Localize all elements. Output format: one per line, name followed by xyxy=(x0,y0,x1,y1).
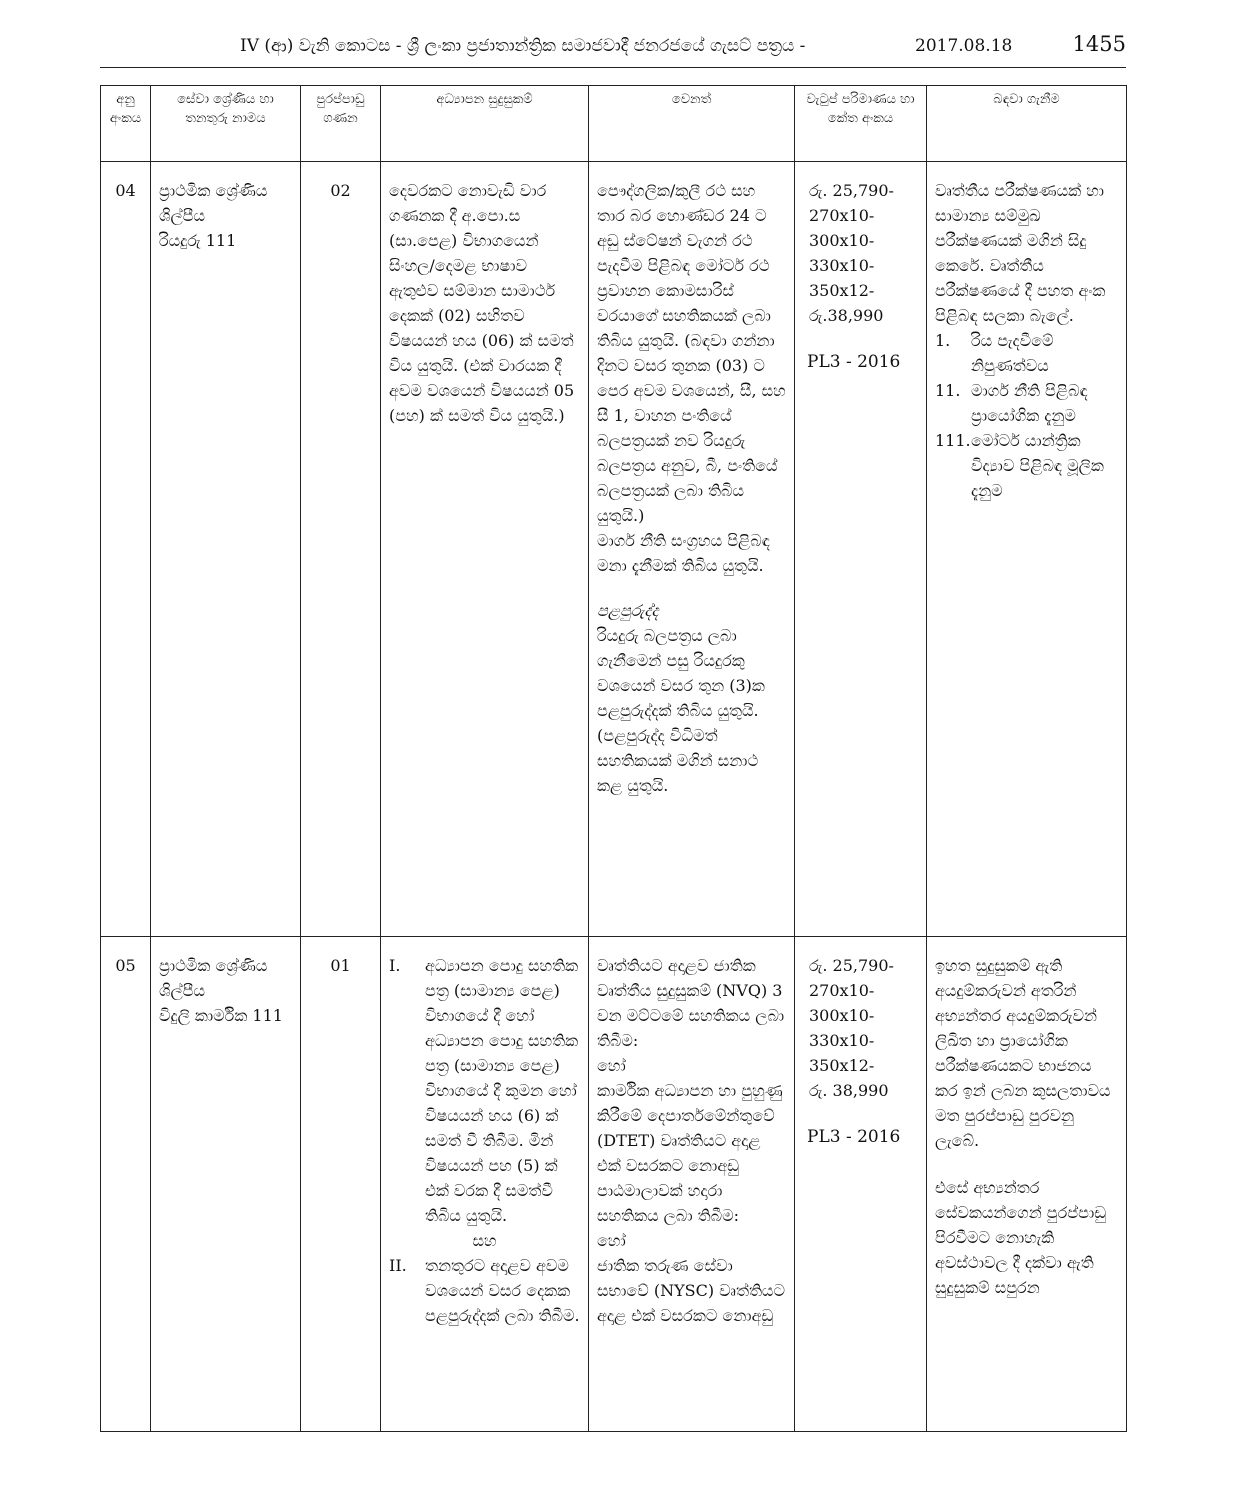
salary-line: රු. 25,790- xyxy=(809,181,894,200)
salary-line: 330x10- xyxy=(809,256,875,275)
gazette-header xyxy=(100,28,1126,68)
education-cell xyxy=(381,162,589,937)
item-marker: 1. xyxy=(935,331,951,350)
post-cell xyxy=(151,937,301,1432)
salary-line: 270x10- xyxy=(809,206,875,225)
salary-line: 350x12- xyxy=(809,281,875,300)
post-line: ශිල්පීය xyxy=(159,981,205,1000)
col-header-other: වෙනත් xyxy=(589,86,795,162)
post-line: ප්‍රාථමික ශ්‍රේණිය xyxy=(159,956,268,975)
table-row xyxy=(101,162,1127,937)
or-text: හෝ xyxy=(597,1231,626,1250)
salary-line: 350x12- xyxy=(809,1056,875,1075)
header-rule xyxy=(100,67,1126,68)
recruitment-text: වෘත්තීය පරීක්ෂණයක් හා සාමාන්‍ය සම්මුඛ පරීක්ෂණයක් මගින් සිදු කෙරේ. වෘත්තීය පරීක්ෂණයේ දී පහත අංක පිළිබඳ සලකා බැලේ. xyxy=(935,181,1106,325)
recruitment-text: ඉහත සුදුසුකම් ඇති අයදුම්කරුවන් අතරින් අභ්‍යන්තර අයදුම්කරුවන් ලිඛිත හා ප්‍රායෝගික පරීක්ෂණයකට භාජනය කර ඉන් ලබන කුසලතාවය මත පුරප්පාඩු පුරවනු ලැබේ. xyxy=(935,956,1111,1150)
salary-line: 300x10- xyxy=(809,231,875,250)
col-header-number: අනු අංකය xyxy=(101,86,151,162)
salary-line: රු.38,990 xyxy=(809,306,884,325)
item-text: රිය පැදවීමේ නිපුණත්වය xyxy=(971,331,1054,375)
post-line: ශිල්පීය xyxy=(159,206,205,225)
education-text: දෙවරකට නොවැඩි වාර ගණනක දී අ.පො.ස (සා.පෙළ) විභාගයෙන් සිංහල/දෙමළ භාෂාව ඇතුළුව සම්මාන සාමාර්ථ දෙකක් (02) සහිතව විෂයයන් හය (06) ක් සමත් විය යුතුයි. (එක් වාරයක දී අවම වශයෙන් විෂයයන් 05 (පහ) ක් සමත් විය යුතුයි.) xyxy=(389,181,575,425)
row-number: 05 xyxy=(101,937,151,1432)
vacancy-table xyxy=(100,85,1127,1432)
table-row xyxy=(101,937,1127,1432)
education-cell xyxy=(381,937,589,1432)
recruitment-cell xyxy=(927,162,1127,937)
gazette-date: 2017.08.18 xyxy=(915,36,1013,56)
salary-line: 270x10- xyxy=(809,981,875,1000)
item-text: මාර්ග නීති පිළිබඳ ප්‍රායෝගික දැනුම xyxy=(971,381,1088,425)
post-line: ප්‍රාථමික ශ්‍රේණිය xyxy=(159,181,268,200)
item-text: අධ්‍යාපන පොදු සහතික පත්‍ර (සාමාන්‍ය පෙළ) විභාගයේ දී හෝ අධ්‍යාපන පොදු සහතික පත්‍ර (සාමාන්‍ය පෙළ) විභාගයේ දී කුමන හෝ විෂයයන් හය (6) ක් සමත් වී තිබීම. මින් විෂයයන් පහ (5) ක් එක් වරක දී සමත්වී තිබිය යුතුයි. xyxy=(425,956,579,1225)
salary-cell xyxy=(795,162,927,937)
col-header-education: අධ්‍යාපන සුදුසුකම් xyxy=(381,86,589,162)
experience-text: රියදුරු බලපත්‍රය ලබා ගැනීමෙන් පසු රියදුරකු වශයෙන් වසර තුන (3)ක පළපුරුද්දක් තිබිය යුතුයි. (පළපුරුද්ද විධිමත් සහතිකයක් මගින් සනාථ කළ යුතුයි. xyxy=(597,626,765,795)
recruitment-text-2: එසේ අභ්‍යන්තර සේවකයන්ගෙන් පුරප්පාඩු පිරවීමට නොහැකි අවස්ථාවල දී දක්වා ඇති සුදුසුකම් සපුරන xyxy=(935,1178,1107,1297)
education-item xyxy=(389,953,580,1228)
salary-line: රු. 38,990 xyxy=(809,1081,889,1100)
item-text: මෝටර් යාන්ත්‍රික විද්‍යාව පිළිබඳ මූලික දැනුම xyxy=(971,431,1104,500)
salary-code: PL3 - 2016 xyxy=(807,1127,901,1147)
salary-cell xyxy=(795,937,927,1432)
salary-code: PL3 - 2016 xyxy=(807,352,901,372)
post-line: රියදුරු 111 xyxy=(159,231,237,250)
page-number: 1455 xyxy=(1072,32,1126,56)
item-marker: I. xyxy=(389,956,401,975)
col-header-post: සේවා ශ්‍රේණිය හා තනතුරු නාමය xyxy=(151,86,301,162)
other-text: පෞද්ගලික/කුලී රථ සහ තාර බර හොණ්ඩර 24 ට අඩු ස්ටේෂන් වැගන් රථ පැදවීම පිළිබඳ මෝටර් රථ ප්‍රවාහන කොමසාරිස් වරයාගේ සහතිකයක් ලබා තිබිය යුතුයි. (බඳවා ගන්නා දිනට වසර තුනක (03) ට පෙර අවම වශයෙන්, සී, සහ සී 1, වාහන පංතියේ බලපත්‍රයක් නව රියදුරු බලපත්‍රය අනුව, බී, පංතියේ බලපත්‍රයක් ලබා තිබිය යුතුයි.) xyxy=(597,181,786,525)
post-line: විදුලි කාර්මික 111 xyxy=(159,1006,283,1025)
paragraph-gap xyxy=(935,1153,1118,1175)
other-text-c: ජාතික තරුණ සේවා සභාවේ (NYSC) වෘත්තියට අදාළ එක් වසරකට නොඅඩු xyxy=(597,1256,785,1325)
recruitment-item xyxy=(935,378,1118,428)
recruitment-item xyxy=(935,428,1118,503)
other-cell xyxy=(589,162,795,937)
other-text-b: කාර්මික අධ්‍යාපන හා පුහුණු කිරීමේ දෙපාර්තමේන්තුවේ (DTET) වෘත්තියට අදාළ එක් වසරකට නොඅඩු පාඨමාලාවක් හදාරා සහතිකය ලබා තිබීම: xyxy=(597,1081,783,1225)
vacancies-cell: 02 xyxy=(301,162,381,937)
table-header-row xyxy=(101,86,1127,162)
or-text: හෝ xyxy=(597,1056,626,1075)
experience-heading: පළපුරුද්ද xyxy=(597,601,659,620)
item-marker: 11. xyxy=(935,381,961,400)
recruitment-item xyxy=(935,328,1118,378)
recruitment-cell xyxy=(927,937,1127,1432)
item-marker: II. xyxy=(389,1256,407,1275)
gazette-part-title: IV (ආ) වැනි කොටස - ශ්‍රී ලංකා ප්‍රජාතාන්ත්‍රික සමාජවාදී ජනරජයේ ගැසට් පත්‍රය - xyxy=(240,36,806,56)
salary-line: 300x10- xyxy=(809,1006,875,1025)
education-item xyxy=(389,1253,580,1328)
col-header-salary: වැටුප් පරිමාණය හා කේත අංකය xyxy=(795,86,927,162)
other-cell xyxy=(589,937,795,1432)
item-text: තනතුරට අදාළව අවම වශයෙන් වසර දෙකක පළපුරුද්දක් ලබා තිබීම. xyxy=(425,1256,580,1325)
education-and: සහ xyxy=(472,1231,497,1250)
salary-line: 330x10- xyxy=(809,1031,875,1050)
col-header-vacancies: පුරප්පාඩු ගණන xyxy=(301,86,381,162)
post-cell xyxy=(151,162,301,937)
row-number: 04 xyxy=(101,162,151,937)
other-text-2: මාර්ග නීති සංග්‍රහය පිළිබඳ මනා දැනීමක් තිබිය යුතුයි. xyxy=(597,531,770,575)
other-text: වෘත්තියට අදාළව ජාතික වෘත්තීය සුදුසුකම් (NVQ) 3 වන මට්ටමේ සහතිකය ලබා තිබීම: xyxy=(597,956,785,1050)
item-marker: 111. xyxy=(935,431,971,450)
col-header-recruitment: බඳවා ගැනීම xyxy=(927,86,1127,162)
vacancies-cell: 01 xyxy=(301,937,381,1432)
salary-line: රු. 25,790- xyxy=(809,956,894,975)
